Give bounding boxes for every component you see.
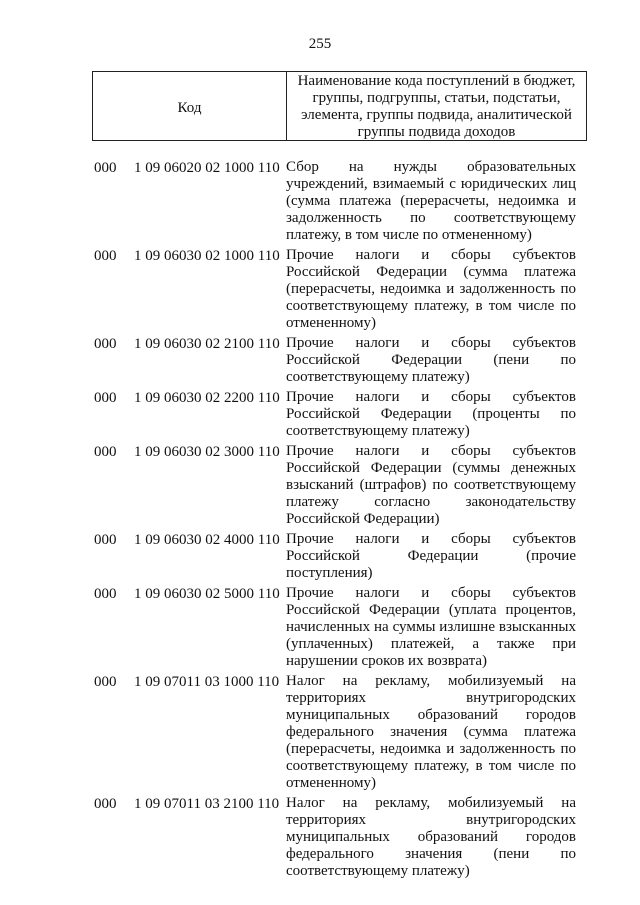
- admin-code: 000: [94, 674, 117, 690]
- revenue-name: Налог на рекламу, мобилизуемый на территориях внутригородских муниципальных образований городов федерального значения (пени по соответствующему платежу): [286, 795, 576, 879]
- revenue-name: Прочие налоги и сборы субъектов Российской Федерации (прочие поступления): [286, 531, 576, 581]
- table-row: [0, 389, 640, 440]
- table-header: [92, 71, 587, 141]
- revenue-name: Налог на рекламу, мобилизуемый на территориях внутригородских муниципальных образований городов федерального значения (сумма платежа (перерасчеты, недоимка и задолженность по соответствующему платежу, в том числе по отмененному): [286, 673, 576, 791]
- table-row: [0, 247, 640, 332]
- admin-code: 000: [94, 336, 117, 352]
- revenue-code: 1 09 06030 02 1000 110: [134, 248, 280, 264]
- revenue-code: 1 09 07011 03 2100 110: [134, 796, 280, 812]
- revenue-name: Прочие налоги и сборы субъектов Российской Федерации (сумма платежа (перерасчеты, недоимка и задолженность по соответствующему платежу, в том числе по отмененному): [286, 247, 576, 331]
- header-code-cell: Код: [93, 72, 287, 140]
- revenue-name: Прочие налоги и сборы субъектов Российской Федерации (проценты по соответствующему платежу): [286, 389, 576, 439]
- admin-code: 000: [94, 796, 117, 812]
- revenue-code: 1 09 06030 02 2200 110: [134, 390, 280, 406]
- revenue-code: 1 09 06030 02 5000 110: [134, 586, 280, 602]
- header-name-cell: Наименование кода поступлений в бюджет, группы, подгруппы, статьи, подстатьи, элемента, группы подвида, аналитической группы подвида доходов: [297, 73, 576, 140]
- admin-code: 000: [94, 532, 117, 548]
- revenue-name: Прочие налоги и сборы субъектов Российской Федерации (уплата процентов, начисленных на суммы излишне взысканных (уплаченных) платежей, а также при нарушении сроков их возврата): [286, 585, 576, 669]
- table-row: [0, 531, 640, 582]
- revenue-name: Прочие налоги и сборы субъектов Российской Федерации (суммы денежных взысканий (штрафов) по соответствующему платежу согласно законодательству Российской Федерации): [286, 443, 576, 527]
- page-number: 255: [308, 36, 332, 52]
- revenue-name: Сбор на нужды образовательных учреждений, взимаемый с юридических лиц (сумма платежа (перерасчеты, недоимка и задолженность по соответствующему платежу, в том числе по отмененному): [286, 159, 576, 243]
- admin-code: 000: [94, 444, 117, 460]
- table-row: [0, 159, 640, 244]
- revenue-code: 1 09 06030 02 4000 110: [134, 532, 280, 548]
- revenue-code: 1 09 06030 02 3000 110: [134, 444, 280, 460]
- revenue-code: 1 09 06030 02 2100 110: [134, 336, 280, 352]
- table-row: [0, 585, 640, 670]
- revenue-code: 1 09 06020 02 1000 110: [134, 160, 280, 176]
- table-row: [0, 335, 640, 386]
- table-row: [0, 795, 640, 880]
- table-row: [0, 443, 640, 528]
- admin-code: 000: [94, 390, 117, 406]
- revenue-code: 1 09 07011 03 1000 110: [134, 674, 280, 690]
- admin-code: 000: [94, 586, 117, 602]
- revenue-name: Прочие налоги и сборы субъектов Российской Федерации (пени по соответствующему платежу): [286, 335, 576, 385]
- admin-code: 000: [94, 248, 117, 264]
- admin-code: 000: [94, 160, 117, 176]
- table-body: [0, 159, 640, 883]
- table-row: [0, 673, 640, 792]
